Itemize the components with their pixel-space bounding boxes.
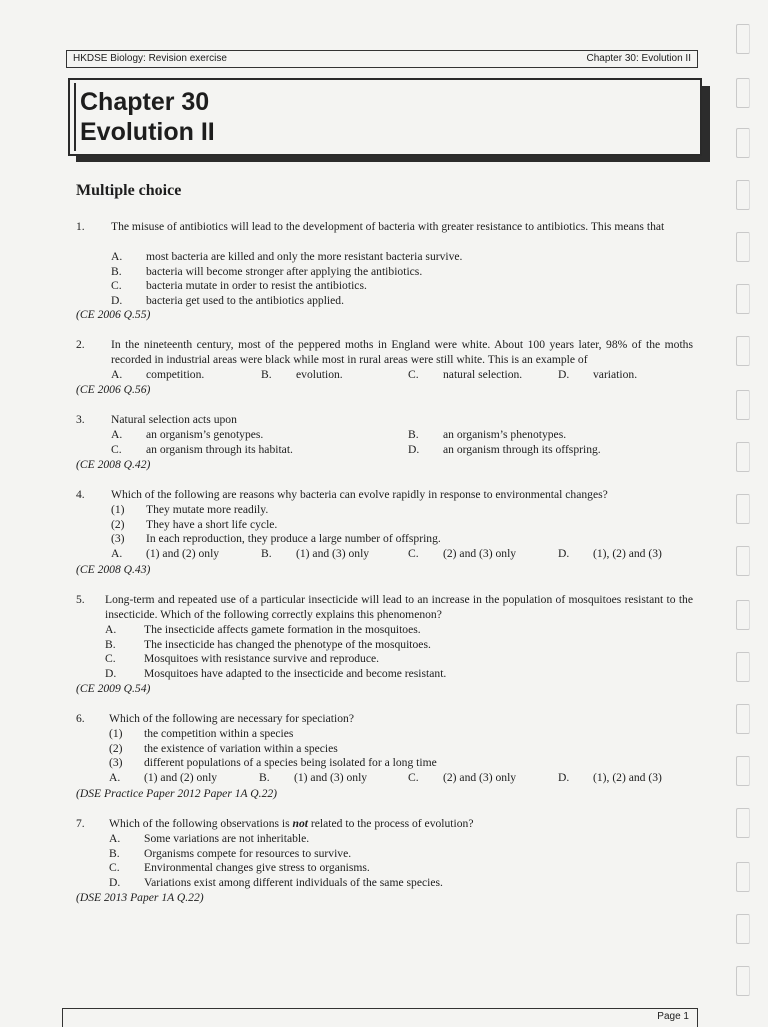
binding-hole	[736, 966, 750, 996]
option-d: D. (1), (2) and (3)	[558, 547, 662, 560]
option-c: C. natural selection.	[408, 368, 523, 381]
question-stem: Which of the following are necessary for speciation?	[109, 712, 354, 725]
option-a: A. Some variations are not inheritable.	[109, 832, 310, 845]
title-box-rule	[74, 83, 76, 151]
binding-hole	[736, 232, 750, 262]
option-d: D. variation.	[558, 368, 638, 381]
running-header	[66, 50, 698, 68]
question-number: 3.	[76, 413, 85, 426]
question-stem: Long-term and repeated use of a particular insecticide will lead to an increase in the population of mosquitoes resistant to the insecticide. Which of the following correctly explains this phenomenon?	[105, 593, 693, 621]
header-left: HKDSE Biology: Revision exercise	[73, 53, 227, 64]
option-b: B. an organism’s phenotypes.	[408, 428, 567, 441]
binding-hole	[736, 914, 750, 944]
question-number: 4.	[76, 488, 85, 501]
option-a: A. (1) and (2) only	[111, 547, 220, 560]
question-source: (CE 2006 Q.56)	[76, 383, 151, 396]
option-a: A. (1) and (2) only	[109, 771, 218, 784]
question-number: 7.	[76, 817, 85, 830]
binding-hole	[736, 390, 750, 420]
statement-2: (2) the existence of variation within a species	[109, 741, 338, 755]
option-d: D. Variations exist among different individuals of the same species.	[109, 876, 443, 889]
option-d: D. (1), (2) and (3)	[558, 771, 662, 784]
question-source: (CE 2008 Q.43)	[76, 563, 151, 576]
option-a: A. The insecticide affects gamete formation in the mosquitoes.	[105, 623, 421, 636]
section-heading: Multiple choice	[76, 182, 182, 199]
question-stem: Which of the following are reasons why bacteria can evolve rapidly in response to environmental changes?	[111, 488, 608, 501]
binding-hole	[736, 442, 750, 472]
option-d: D. Mosquitoes have adapted to the insecticide and become resistant.	[105, 666, 447, 680]
header-right: Chapter 30: Evolution II	[586, 53, 691, 64]
binding-hole	[736, 284, 750, 314]
binding-hole	[736, 600, 750, 630]
chapter-number: Chapter 30	[80, 88, 210, 116]
binding-hole	[736, 128, 750, 158]
binding-hole	[736, 546, 750, 576]
option-d: D. bacteria get used to the antibiotics applied.	[111, 293, 344, 307]
binding-hole	[736, 78, 750, 108]
option-d: D. an organism through its offspring.	[408, 442, 601, 456]
option-b: B. bacteria will become stronger after applying the antibiotics.	[111, 264, 423, 278]
chapter-title: Evolution II	[80, 118, 215, 146]
emphasis-not: not	[292, 817, 309, 830]
binding-hole	[736, 652, 750, 682]
statement-3: (3) different populations of a species being isolated for a long time	[109, 756, 437, 770]
binding-hole	[736, 756, 750, 786]
binding-hole	[736, 862, 750, 892]
option-b: B. Organisms compete for resources to survive.	[109, 846, 352, 860]
question-source: (DSE 2013 Paper 1A Q.22)	[76, 891, 204, 904]
binding-hole	[736, 180, 750, 210]
statement-3: (3) In each reproduction, they produce a large number of offspring.	[111, 532, 441, 546]
option-c: C. Mosquitoes with resistance survive and reproduce.	[105, 652, 380, 666]
option-c: C. bacteria mutate in order to resist the antibiotics.	[111, 279, 367, 293]
statement-1: (1) They mutate more readily.	[111, 503, 269, 516]
binding-hole	[736, 494, 750, 524]
statement-1: (1) the competition within a species	[109, 727, 294, 740]
question-source: (DSE Practice Paper 2012 Paper 1A Q.22)	[76, 787, 278, 800]
option-c: C. Environmental changes give stress to organisms.	[109, 861, 370, 875]
option-c: C. (2) and (3) only	[408, 771, 517, 784]
page-footer	[62, 1008, 698, 1027]
option-b: B. (1) and (3) only	[261, 547, 370, 560]
question-source: (CE 2009 Q.54)	[76, 682, 151, 695]
option-b: B. The insecticide has changed the phenotype of the mosquitoes.	[105, 637, 431, 651]
question-stem: The misuse of antibiotics will lead to the development of bacteria with greater resistance to antibiotics. This means that	[111, 220, 665, 233]
option-b: B. (1) and (3) only	[259, 771, 368, 784]
binding-hole	[736, 808, 750, 838]
option-b: B. evolution.	[261, 368, 343, 381]
binding-hole	[736, 704, 750, 734]
question-number: 6.	[76, 712, 85, 725]
question-stem: Natural selection acts upon	[111, 413, 237, 426]
question-stem: In the nineteenth century, most of the peppered moths in England were white. About 100 years later, 98% of the moths recorded in industrial areas were black while most in rural areas were still white. This is an example of	[111, 338, 693, 366]
chapter-title-box	[68, 78, 702, 156]
question-source: (CE 2008 Q.42)	[76, 458, 151, 471]
question-source: (CE 2006 Q.55)	[76, 308, 151, 321]
option-a: A. an organism’s genotypes.	[111, 428, 264, 441]
question-stem: Which of the following observations is not related to the process of evolution?	[109, 817, 474, 830]
binding-hole	[736, 336, 750, 366]
question-number: 2.	[76, 338, 85, 351]
option-c: C. (2) and (3) only	[408, 547, 517, 560]
option-a: A. competition.	[111, 368, 205, 381]
binding-hole	[736, 24, 750, 54]
option-a: A. most bacteria are killed and only the more resistant bacteria survive.	[111, 250, 463, 263]
question-number: 5.	[76, 593, 85, 606]
question-number: 1.	[76, 220, 85, 233]
statement-2: (2) They have a short life cycle.	[111, 517, 278, 531]
option-c: C. an organism through its habitat.	[111, 442, 293, 456]
page-number: Page 1	[657, 1011, 689, 1022]
